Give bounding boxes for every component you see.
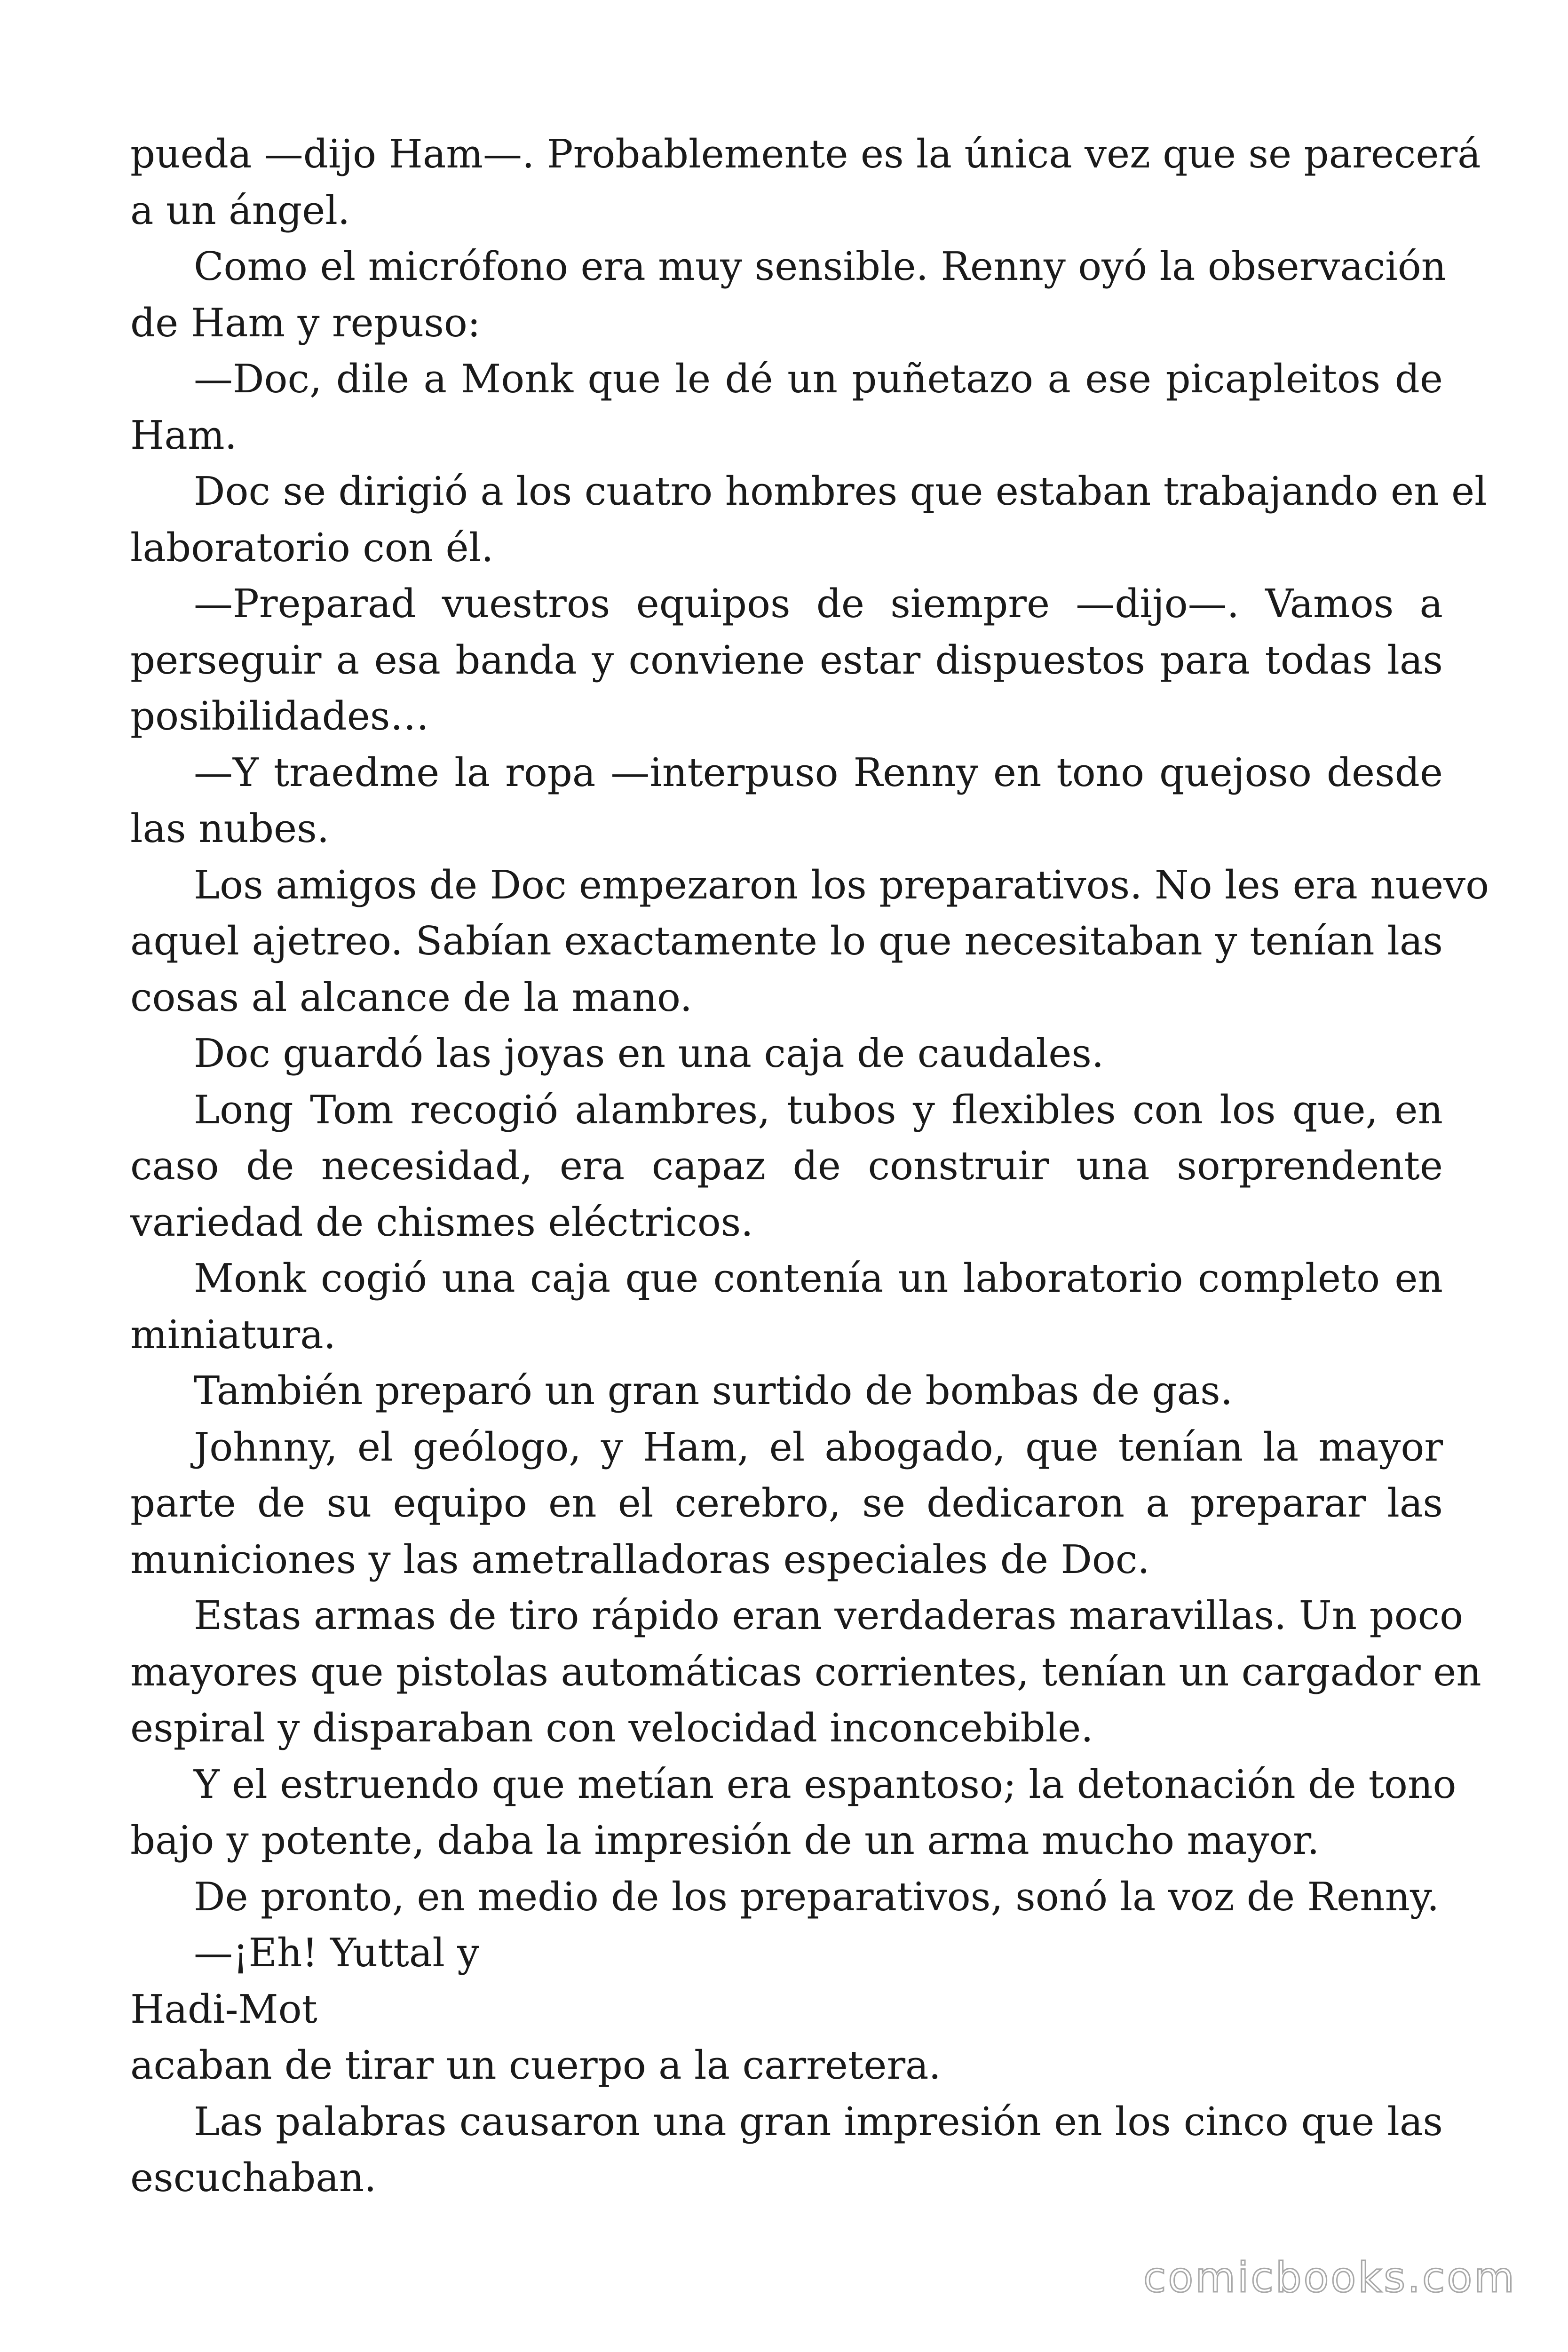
text-line: bajo y potente, daba la impresión de un arma mucho mayor. [130, 1818, 1320, 1863]
text-line: escuchaban. [130, 2155, 377, 2201]
text-line: de Ham y repuso: [130, 300, 481, 346]
text-line: Ham. [130, 412, 237, 458]
text-line: parte de su equipo en el cerebro, se dedicaron a preparar las [130, 1480, 1443, 1526]
text-line: Hadi-Mot [130, 1986, 317, 2032]
text-line: Los amigos de Doc empezaron los preparativos. No les era nuevo [194, 862, 1489, 908]
text-line: espiral y disparaban con velocidad inconcebible. [130, 1705, 1093, 1751]
text-line: —¡Eh! Yuttal y [194, 1930, 480, 1976]
text-line: mayores que pistolas automáticas corrientes, tenían un cargador en [130, 1649, 1481, 1695]
text-line: Long Tom recogió alambres, tubos y flexibles con los que, en [194, 1087, 1443, 1133]
text-line: Y el estruendo que metían era espantoso; la detonación de tono [194, 1761, 1457, 1807]
text-line: perseguir a esa banda y conviene estar dispuestos para todas las [130, 637, 1443, 683]
text-line: miniatura. [130, 1311, 336, 1358]
text-line: Como el micrófono era muy sensible. Renny oyó la observación [194, 244, 1447, 289]
text-line: cosas al alcance de la mano. [130, 974, 692, 1020]
book-page-text [130, 126, 1489, 2206]
text-line: —Y traedme la ropa —interpuso Renny en tono quejoso desde [194, 749, 1443, 795]
text-line: laboratorio con él. [130, 524, 494, 571]
text-line: —Preparad vuestros equipos de siempre —dijo—. Vamos a [194, 581, 1443, 627]
text-line: Monk cogió una caja que contenía un laboratorio completo en [194, 1255, 1443, 1301]
text-line: a un ángel. [130, 187, 350, 233]
text-line: caso de necesidad, era capaz de construir una sorprendente [130, 1143, 1443, 1189]
text-line: También preparó un gran surtido de bombas de gas. [194, 1368, 1233, 1414]
watermark: comicbooks.com [1143, 2253, 1516, 2302]
text-line: pueda —dijo Ham—. Probablemente es la única vez que se parecerá [130, 131, 1481, 177]
text-line: Doc guardó las joyas en una caja de caudales. [194, 1031, 1104, 1076]
text-line: variedad de chismes eléctricos. [130, 1199, 753, 1245]
text-line: —Doc, dile a Monk que le dé un puñetazo a ese picapleitos de [194, 356, 1443, 402]
text-line: las nubes. [130, 806, 330, 851]
text-line: Doc se dirigió a los cuatro hombres que estaban trabajando en el [194, 469, 1487, 514]
text-line: Estas armas de tiro rápido eran verdaderas maravillas. Un poco [194, 1593, 1464, 1638]
text-line: acaban de tirar un cuerpo a la carretera. [130, 2042, 941, 2088]
text-line: Las palabras causaron una gran impresión en los cinco que las [194, 2098, 1443, 2145]
text-line: aquel ajetreo. Sabían exactamente lo que necesitaban y tenían las [130, 918, 1443, 964]
text-line: municiones y las ametralladoras especiales de Doc. [130, 1536, 1150, 1582]
text-line: De pronto, en medio de los preparativos, sonó la voz de Renny. [194, 1874, 1440, 1920]
text-line: posibilidades… [130, 693, 429, 739]
text-line: Johnny, el geólogo, y Ham, el abogado, que tenían la mayor [194, 1424, 1443, 1470]
